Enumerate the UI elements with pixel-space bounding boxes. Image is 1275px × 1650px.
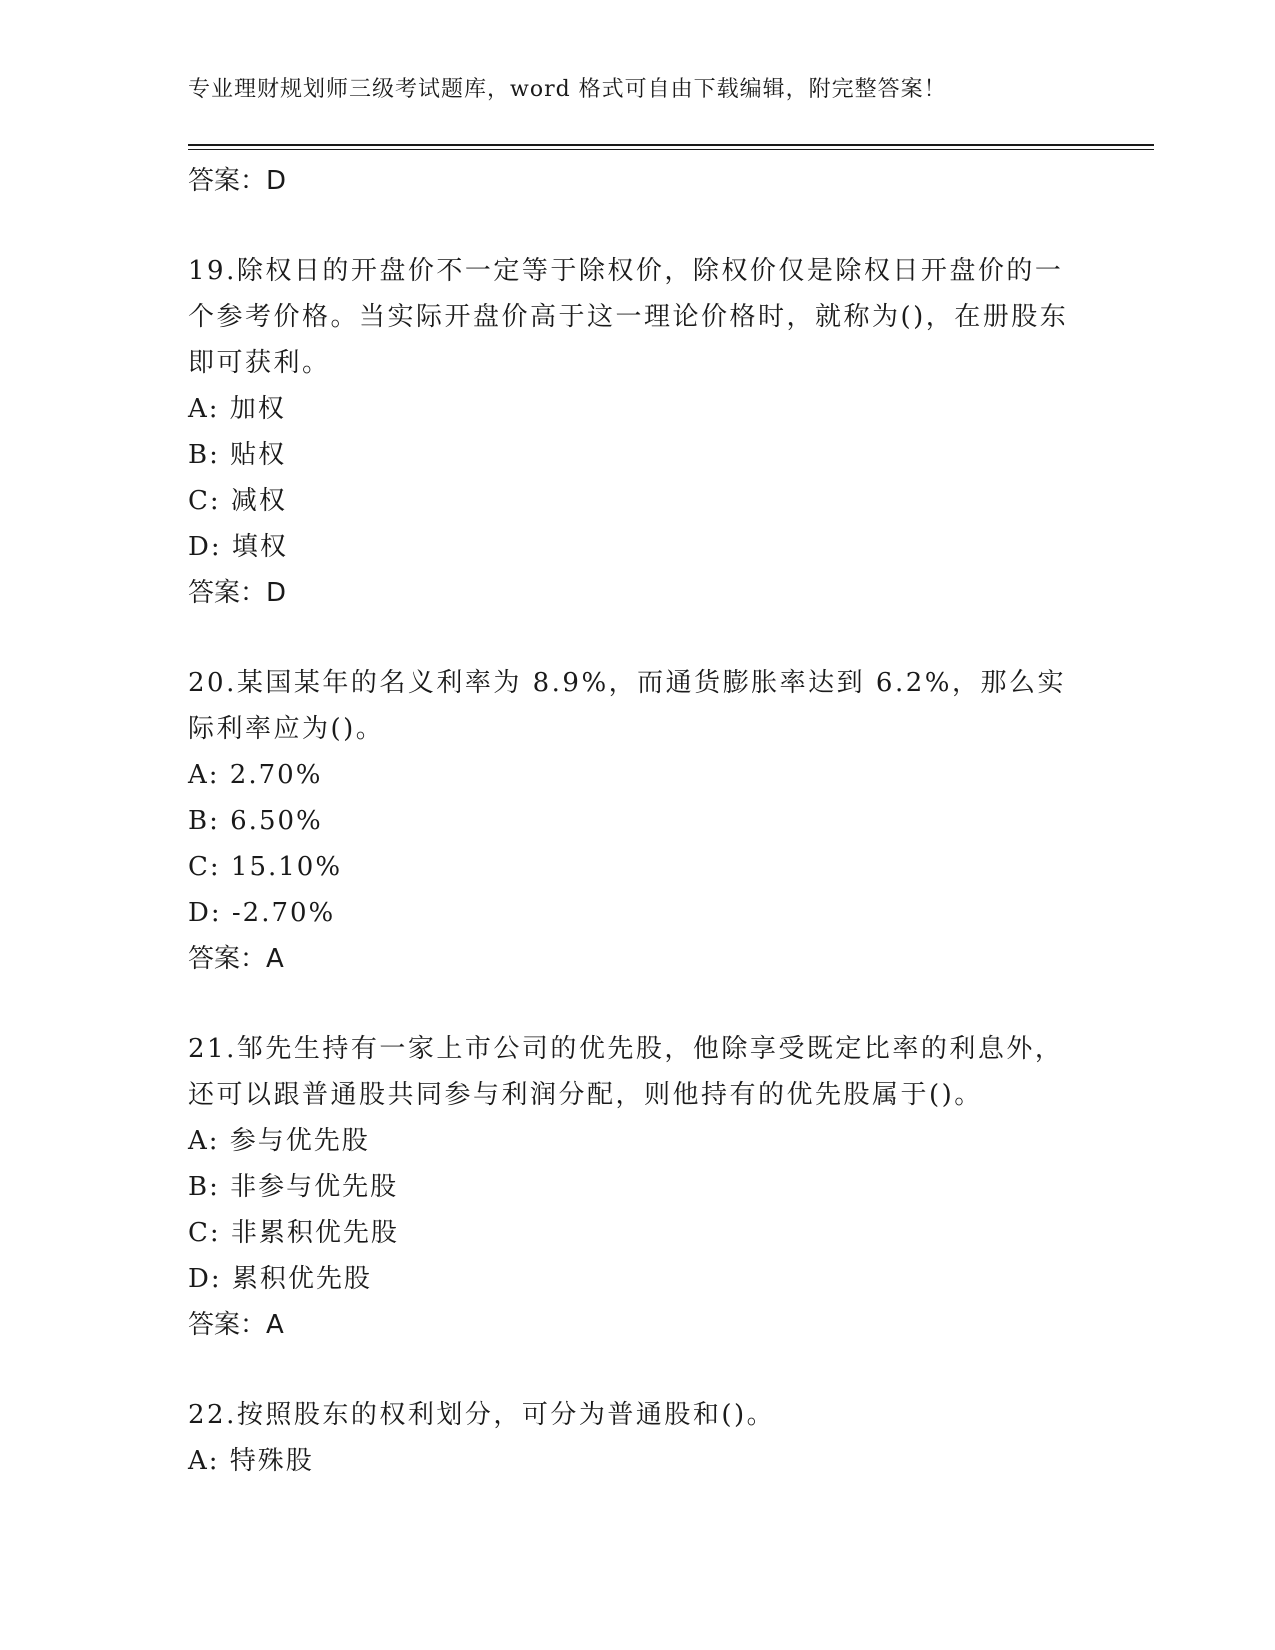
option-a: A: 加权 xyxy=(188,394,286,424)
header-divider xyxy=(188,144,1154,150)
page-header: 专业理财规划师三级考试题库，word 格式可自由下载编辑，附完整答案！ xyxy=(188,77,947,102)
question-stem: 21.邹先生持有一家上市公司的优先股，他除享受既定比率的利息外，还可以跟普通股共同参与利润分配，则他持有的优先股属于()。 xyxy=(188,1034,1064,1110)
question-stem: 20.某国某年的名义利率为 8.9%，而通货膨胀率达到 6.2%，那么实际利率应为()。 xyxy=(188,668,1066,744)
question-list xyxy=(188,158,1088,1484)
option-a: A: 特殊股 xyxy=(188,1446,314,1476)
answer: 答案：D xyxy=(188,578,287,608)
option-c: C: 15.10% xyxy=(188,852,343,882)
option-b: B: 非参与优先股 xyxy=(188,1172,399,1202)
question-20 xyxy=(188,660,1088,982)
option-b: B: 贴权 xyxy=(188,440,287,470)
question-stem: 19.除权日的开盘价不一定等于除权价，除权价仅是除权日开盘价的一个参考价格。当实际开盘价高于这一理论价格时，就称为()，在册股东即可获利。 xyxy=(188,256,1069,378)
option-c: C: 减权 xyxy=(188,486,287,516)
question-stem: 22.按照股东的权利划分，可分为普通股和()。 xyxy=(188,1400,776,1430)
answer-previous: 答案：D xyxy=(188,166,287,196)
option-d: D: 填权 xyxy=(188,532,288,562)
option-a: A: 2.70% xyxy=(188,760,323,790)
question-22 xyxy=(188,1392,1088,1484)
answer: 答案：A xyxy=(188,1310,284,1340)
option-b: B: 6.50% xyxy=(188,806,323,836)
option-d: D: 累积优先股 xyxy=(188,1264,372,1294)
option-c: C: 非累积优先股 xyxy=(188,1218,399,1248)
option-a: A: 参与优先股 xyxy=(188,1126,370,1156)
option-d: D: -2.70% xyxy=(188,898,336,928)
question-21 xyxy=(188,1026,1088,1348)
question-19 xyxy=(188,248,1088,616)
answer: 答案：A xyxy=(188,944,284,974)
